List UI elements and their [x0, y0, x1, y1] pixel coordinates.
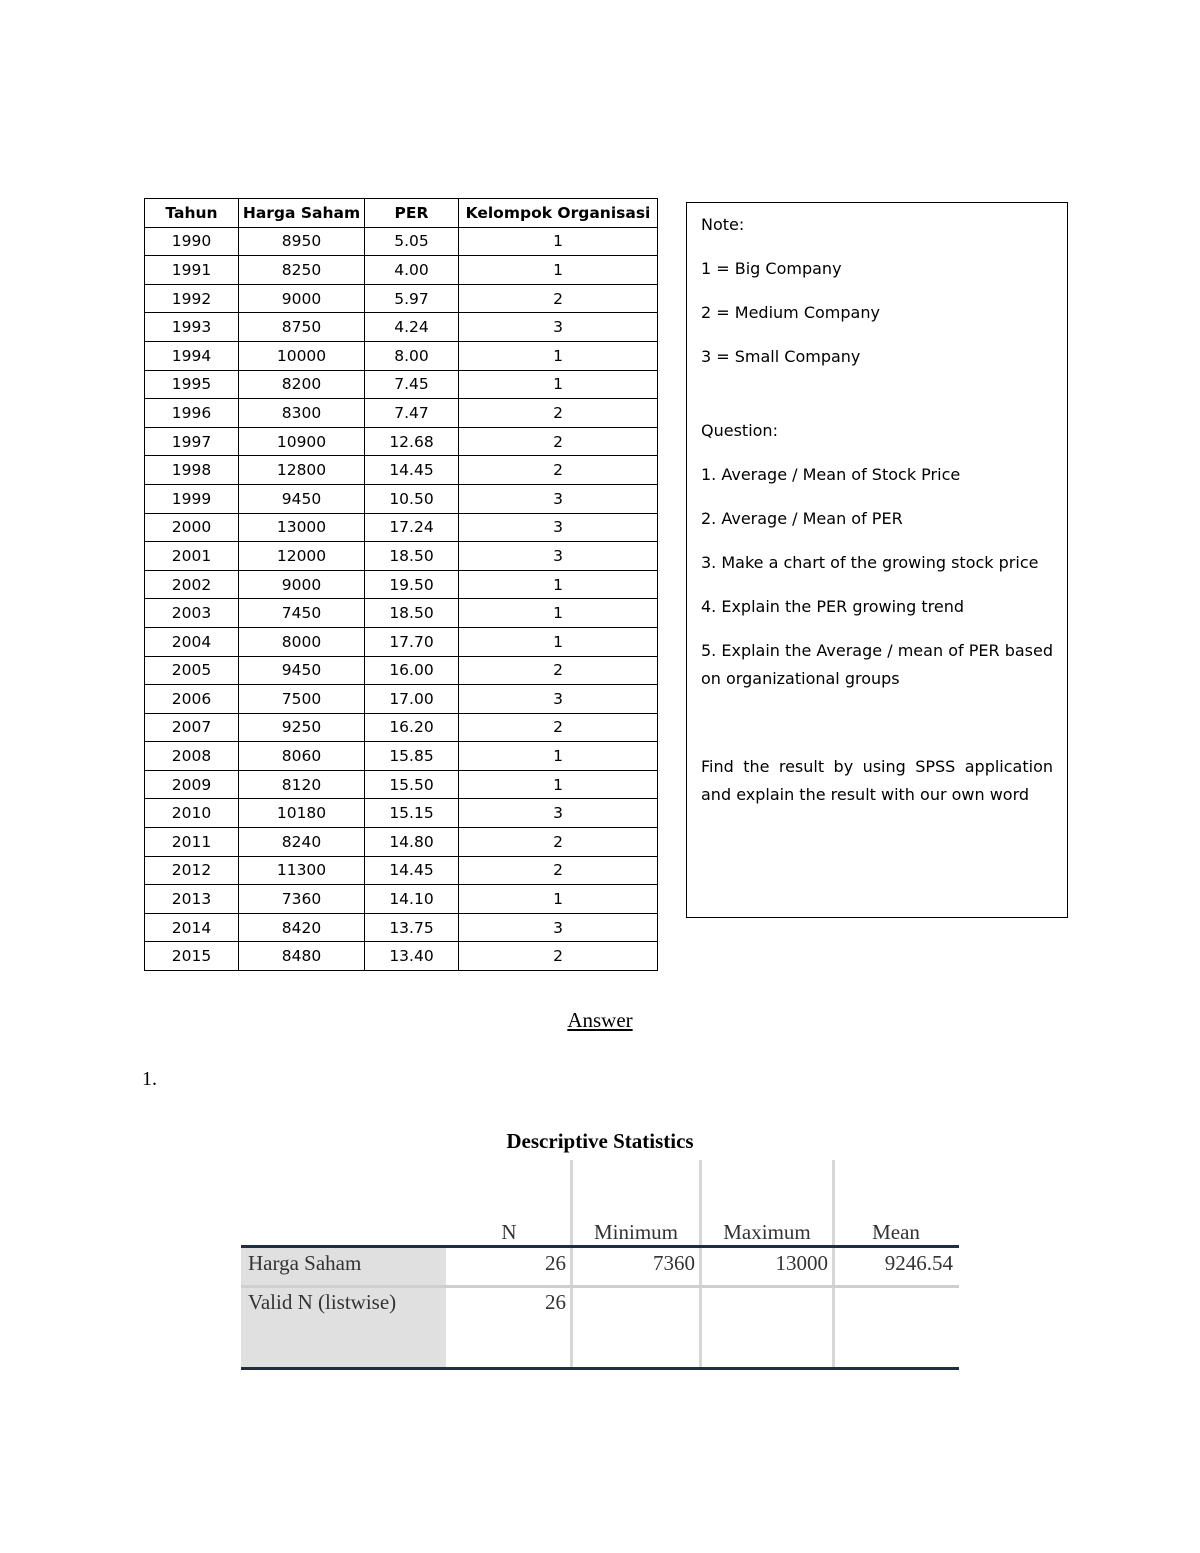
- cell-tahun: 1994: [145, 341, 239, 370]
- cell-harga-saham: 10900: [239, 427, 365, 456]
- cell-n: 26: [545, 1251, 566, 1275]
- instruction-text: Find the result by using SPSS application and explain the result with our own word: [701, 757, 1053, 804]
- cell-harga-saham: 9450: [239, 656, 365, 685]
- column-divider: [699, 1160, 702, 1370]
- descriptive-statistics-title: Descriptive Statistics: [506, 1129, 694, 1153]
- table-row: [145, 656, 658, 685]
- cell-tahun: 2004: [145, 627, 239, 656]
- cell-per: 13.75: [365, 913, 459, 942]
- answer-heading: Answer: [567, 1008, 633, 1032]
- cell-per: 7.45: [365, 370, 459, 399]
- note-box: [686, 202, 1068, 918]
- cell-tahun: 1993: [145, 313, 239, 342]
- cell-harga-saham: 8000: [239, 627, 365, 656]
- spacer: [701, 709, 1053, 753]
- question-2: 2. Average / Mean of PER: [701, 509, 903, 528]
- cell-tahun: 2003: [145, 599, 239, 628]
- cell-tahun: 2008: [145, 742, 239, 771]
- cell-tahun: 2014: [145, 913, 239, 942]
- table-row: [145, 370, 658, 399]
- cell-harga-saham: 12800: [239, 456, 365, 485]
- cell-tahun: 2002: [145, 570, 239, 599]
- table-row: [145, 227, 658, 256]
- cell-harga-saham: 7500: [239, 685, 365, 714]
- legend-item-medium: 2 = Medium Company: [701, 303, 880, 322]
- column-header-minimum: Minimum: [593, 1220, 678, 1244]
- column-header-n: N: [501, 1220, 517, 1244]
- table-row: [145, 885, 658, 914]
- table-row: [145, 828, 658, 857]
- cell-tahun: 2005: [145, 656, 239, 685]
- cell-per: 15.50: [365, 770, 459, 799]
- cell-per: 17.70: [365, 627, 459, 656]
- cell-per: 4.00: [365, 256, 459, 285]
- cell-tahun: 2007: [145, 713, 239, 742]
- row-rule: [241, 1285, 959, 1288]
- table-row: [145, 284, 658, 313]
- cell-per: 16.20: [365, 713, 459, 742]
- cell-harga-saham: 9000: [239, 284, 365, 313]
- table-row: [145, 513, 658, 542]
- cell-per: 17.24: [365, 513, 459, 542]
- cell-kelompok-organisasi: 2: [459, 284, 658, 313]
- column-header-mean: Mean: [872, 1220, 920, 1244]
- footer-rule: [241, 1367, 959, 1370]
- cell-per: 5.97: [365, 284, 459, 313]
- table-row: [145, 742, 658, 771]
- cell-kelompok-organisasi: 3: [459, 913, 658, 942]
- row-label-harga-saham: Harga Saham: [248, 1251, 362, 1275]
- cell-harga-saham: 7450: [239, 599, 365, 628]
- cell-per: 14.80: [365, 828, 459, 857]
- table-row: [145, 341, 658, 370]
- cell-kelompok-organisasi: 2: [459, 399, 658, 428]
- cell-harga-saham: 8250: [239, 256, 365, 285]
- cell-per: 14.45: [365, 856, 459, 885]
- table-row: [145, 570, 658, 599]
- question-4: 4. Explain the PER growing trend: [701, 597, 965, 616]
- cell-harga-saham: 9450: [239, 484, 365, 513]
- cell-per: 8.00: [365, 341, 459, 370]
- cell-tahun: 1991: [145, 256, 239, 285]
- question-3: 3. Make a chart of the growing stock price: [701, 553, 1039, 572]
- cell-tahun: 1995: [145, 370, 239, 399]
- cell-per: 14.10: [365, 885, 459, 914]
- table-row: [145, 799, 658, 828]
- table-row: [145, 856, 658, 885]
- cell-tahun: 2009: [145, 770, 239, 799]
- column-divider: [570, 1160, 573, 1370]
- cell-harga-saham: 8120: [239, 770, 365, 799]
- cell-tahun: 1997: [145, 427, 239, 456]
- column-header-per: PER: [365, 199, 459, 228]
- header-rule: [241, 1245, 959, 1248]
- cell-tahun: 2012: [145, 856, 239, 885]
- cell-kelompok-organisasi: 1: [459, 227, 658, 256]
- cell-harga-saham: 7360: [239, 885, 365, 914]
- cell-maximum: 13000: [775, 1251, 828, 1275]
- cell-kelompok-organisasi: 3: [459, 513, 658, 542]
- cell-kelompok-organisasi: 2: [459, 828, 658, 857]
- cell-kelompok-organisasi: 2: [459, 656, 658, 685]
- cell-kelompok-organisasi: 1: [459, 570, 658, 599]
- cell-harga-saham: 9000: [239, 570, 365, 599]
- table-row: [145, 713, 658, 742]
- cell-kelompok-organisasi: 3: [459, 685, 658, 714]
- column-header-tahun: Tahun: [145, 199, 239, 228]
- table-row: [145, 456, 658, 485]
- cell-harga-saham: 10180: [239, 799, 365, 828]
- cell-kelompok-organisasi: 3: [459, 799, 658, 828]
- cell-harga-saham: 8060: [239, 742, 365, 771]
- cell-per: 17.00: [365, 685, 459, 714]
- cell-kelompok-organisasi: 1: [459, 627, 658, 656]
- spacer: [701, 387, 1053, 417]
- table-row: [145, 627, 658, 656]
- answer-number: 1.: [142, 1068, 157, 1090]
- cell-kelompok-organisasi: 1: [459, 885, 658, 914]
- cell-per: 12.68: [365, 427, 459, 456]
- cell-kelompok-organisasi: 3: [459, 542, 658, 571]
- cell-n: 26: [545, 1290, 566, 1314]
- cell-per: 18.50: [365, 542, 459, 571]
- cell-kelompok-organisasi: 1: [459, 256, 658, 285]
- cell-kelompok-organisasi: 1: [459, 370, 658, 399]
- cell-harga-saham: 8240: [239, 828, 365, 857]
- cell-kelompok-organisasi: 1: [459, 742, 658, 771]
- cell-kelompok-organisasi: 3: [459, 313, 658, 342]
- table-row: [145, 942, 658, 971]
- column-divider: [832, 1160, 835, 1370]
- cell-kelompok-organisasi: 2: [459, 456, 658, 485]
- cell-harga-saham: 11300: [239, 856, 365, 885]
- cell-harga-saham: 12000: [239, 542, 365, 571]
- cell-tahun: 2006: [145, 685, 239, 714]
- cell-kelompok-organisasi: 3: [459, 484, 658, 513]
- cell-harga-saham: 13000: [239, 513, 365, 542]
- cell-per: 15.15: [365, 799, 459, 828]
- cell-kelompok-organisasi: 1: [459, 341, 658, 370]
- table-row: [145, 427, 658, 456]
- cell-tahun: 2001: [145, 542, 239, 571]
- cell-tahun: 2011: [145, 828, 239, 857]
- cell-harga-saham: 8950: [239, 227, 365, 256]
- cell-per: 10.50: [365, 484, 459, 513]
- cell-mean: 9246.54: [884, 1251, 953, 1275]
- legend-item-small: 3 = Small Company: [701, 347, 861, 366]
- table-row: [145, 542, 658, 571]
- cell-tahun: 1998: [145, 456, 239, 485]
- cell-harga-saham: 9250: [239, 713, 365, 742]
- cell-tahun: 2010: [145, 799, 239, 828]
- stock-data-table: [144, 198, 658, 971]
- cell-tahun: 2015: [145, 942, 239, 971]
- cell-harga-saham: 8300: [239, 399, 365, 428]
- descriptive-statistics-table: [241, 1160, 959, 1372]
- table-row: [145, 770, 658, 799]
- cell-kelompok-organisasi: 2: [459, 427, 658, 456]
- table-row: [145, 313, 658, 342]
- cell-harga-saham: 8420: [239, 913, 365, 942]
- cell-per: 18.50: [365, 599, 459, 628]
- cell-harga-saham: 8480: [239, 942, 365, 971]
- cell-harga-saham: 10000: [239, 341, 365, 370]
- column-header-kelompok-organisasi: Kelompok Organisasi: [459, 199, 658, 228]
- cell-per: 5.05: [365, 227, 459, 256]
- cell-harga-saham: 8200: [239, 370, 365, 399]
- legend-item-big: 1 = Big Company: [701, 259, 842, 278]
- cell-per: 16.00: [365, 656, 459, 685]
- cell-tahun: 1996: [145, 399, 239, 428]
- column-header-maximum: Maximum: [723, 1220, 811, 1244]
- cell-per: 7.47: [365, 399, 459, 428]
- question-1: 1. Average / Mean of Stock Price: [701, 465, 961, 484]
- cell-per: 13.40: [365, 942, 459, 971]
- table-row: [145, 913, 658, 942]
- table-row: [145, 399, 658, 428]
- cell-kelompok-organisasi: 1: [459, 770, 658, 799]
- cell-per: 19.50: [365, 570, 459, 599]
- cell-kelompok-organisasi: 2: [459, 856, 658, 885]
- column-header-harga-saham: Harga Saham: [239, 199, 365, 228]
- cell-tahun: 2000: [145, 513, 239, 542]
- question-5: 5. Explain the Average / mean of PER based on organizational groups: [701, 641, 1053, 688]
- cell-tahun: 1990: [145, 227, 239, 256]
- cell-harga-saham: 8750: [239, 313, 365, 342]
- cell-tahun: 1999: [145, 484, 239, 513]
- table-row: [145, 599, 658, 628]
- table-row: [145, 685, 658, 714]
- cell-tahun: 2013: [145, 885, 239, 914]
- cell-kelompok-organisasi: 2: [459, 942, 658, 971]
- cell-per: 15.85: [365, 742, 459, 771]
- cell-tahun: 1992: [145, 284, 239, 313]
- question-title: Question:: [701, 421, 778, 440]
- table-header-row: [145, 199, 658, 228]
- cell-minimum: 7360: [653, 1251, 695, 1275]
- table-row: [145, 256, 658, 285]
- note-title: Note:: [701, 215, 745, 234]
- cell-per: 14.45: [365, 456, 459, 485]
- cell-per: 4.24: [365, 313, 459, 342]
- table-row: [145, 484, 658, 513]
- row-label-valid-n: Valid N (listwise): [248, 1290, 397, 1314]
- cell-kelompok-organisasi: 1: [459, 599, 658, 628]
- cell-kelompok-organisasi: 2: [459, 713, 658, 742]
